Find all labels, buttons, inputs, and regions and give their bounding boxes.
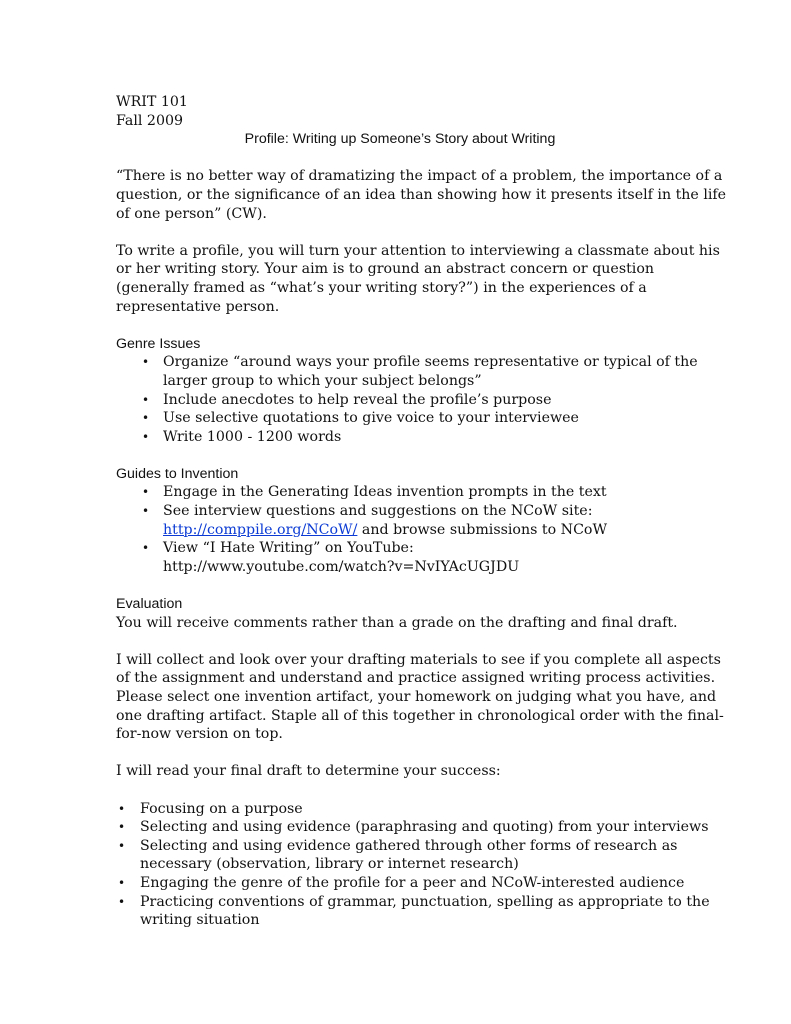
list-item: • Focusing on a purpose [116,800,676,819]
opening-quote [116,167,727,223]
list-item: • Use selective quotations to give voice to your interviewee [116,409,676,428]
list-item: • Selecting and using evidence (paraphrasing and quoting) from your interviews [116,818,676,837]
list-item: • Write 1000 - 1200 words [116,428,676,447]
list-item: • Engage in the Generating Ideas invention prompts in the text [116,483,676,502]
intro-line: representative person. [116,298,280,315]
guides-heading: Guides to Invention [116,465,239,482]
list-item: • Selecting and using evidence gathered through other forms of research as necessary (observation, library or internet research) [116,837,676,874]
collect-paragraph: I will collect and look over your drafting materials to see if you complete all aspects of the assignment and understand and practice assigned writing process activities. Please select one invention artifact, your homework on judging what you have, and one drafting artifact. Staple all of this together in chronological order with the final- for-now version on top. [116,651,724,743]
course-code: WRIT 101 [116,94,188,110]
youtube-url: http://www.youtube.com/watch?v=NvIYAcUGJDU [163,558,520,575]
intro-line: To write a profile, you will turn your attention to interviewing a classmate about his [116,242,720,259]
list-item: • Engaging the genre of the profile for a peer and NCoW-interested audience [116,874,676,893]
intro-paragraph [116,242,720,316]
intro-line: (generally framed as “what’s your writing story?”) in the experiences of a [116,279,647,296]
list-item: • See interview questions and suggestions on the NCoW site: http://comppile.org/NCoW/ and browse submissions to NCoW [116,502,676,539]
criteria-list [116,800,710,930]
document-body [116,93,727,930]
quote-line: question, or the significance of an idea than showing how it presents itself in the life [116,186,727,203]
term: Fall 2009 [116,112,184,129]
success-line: I will read your final draft to determine your success: [116,763,501,780]
quote-line: “There is no better way of dramatizing the impact of a problem, the importance of a [116,168,723,185]
ncow-link[interactable]: http://comppile.org/NCoW/ [163,521,358,538]
list-item: • View “I Hate Writing” on YouTube: http://www.youtube.com/watch?v=NvIYAcUGJDU [116,539,676,576]
link-suffix: and browse submissions to NCoW [357,521,608,538]
evaluation-heading: Evaluation [116,596,183,613]
list-item: • Practicing conventions of grammar, punctuation, spelling as appropriate to the writing situation [116,893,676,930]
guides-list [116,483,676,576]
genre-issues-list [116,353,698,446]
list-item: • Organize “around ways your profile seems representative or typical of the larger group to which your subject belongs” [116,353,676,390]
quote-line: of one person” (CW). [116,205,267,222]
genre-issues-heading: Genre Issues [116,335,201,352]
evaluation-line: You will receive comments rather than a grade on the drafting and final draft. [116,614,678,631]
intro-line: or her writing story. Your aim is to ground an abstract concern or question [116,261,655,278]
document-title: Profile: Writing up Someone’s Story about Writing [244,131,556,148]
list-item: • Include anecdotes to help reveal the profile’s purpose [116,391,676,410]
